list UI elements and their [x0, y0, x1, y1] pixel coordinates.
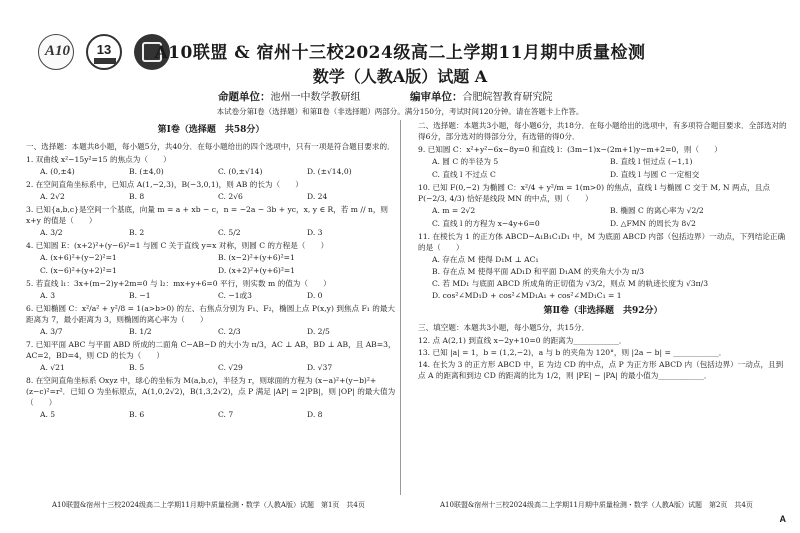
option: B. 存在点 M 使得平面 AD₁D 和平面 D₁AM 的夹角大小为 π/3 [432, 267, 645, 276]
option: D. 8 [307, 410, 323, 420]
option-row [432, 169, 788, 180]
exam-title: A10联盟 & 宿州十三校2024级高二上学期11月期中质量检测 [154, 43, 646, 63]
option: B. (x−2)²+(y+6)²=1 [218, 253, 295, 263]
suzhou-13-logo: 13 [86, 34, 122, 70]
option: D. 24 [307, 192, 328, 202]
option: C. −1或3 [218, 291, 252, 301]
option: C. 直线 l 不过点 C [432, 170, 496, 179]
option: C. √29 [218, 363, 243, 373]
section-intro: 一、选择题：本题共8小题，每小题5分，共40分．在每小题给出的四个选项中，只有一项是符合题目要求的． [26, 142, 395, 152]
option: C. 直线 l 的方程为 x−4y+6=0 [432, 219, 540, 228]
question: 8. 在空间直角坐标系 Oxyz 中，球心的坐标为 M(a,b,c)，半径为 r，则球面的方程为 (x−a)²+(y−b)²+(z−c)²=r²．已知 O 为坐标原点，A(1,0,2√2)，B(1,3,2√2)，点 P 满足 |AP| = 2|PB|，则 |OP| 的最大值为（ ） [26, 376, 396, 408]
option: D. 0 [307, 291, 323, 301]
option: D. (x+2)²+(y+6)²=1 [218, 266, 296, 276]
option: D. 3 [307, 228, 323, 238]
option-row [432, 218, 788, 229]
option: B. 6 [129, 410, 145, 420]
question: 7. 已知平面 ABC 与平面 ABD 所成的二面角 C−AB−D 的大小为 π/3，AC ⊥ AB，BD ⊥ AB，且 AB=3，AC=2，BD=4，则 CD 的长为（ ） [26, 340, 396, 361]
option: D. △FMN 的周长为 8√2 [610, 219, 696, 228]
question: 5. 若直线 l₁：3x+(m−2)y+2m=0 与 l₂：mx+y+6=0 平行，则实数 m 的值为（ ） [26, 279, 331, 289]
section-intro: 三、填空题：本题共3小题，每小题5分，共15分． [418, 323, 590, 333]
option: B. (±4,0) [129, 167, 164, 177]
fill-question: 14. 在长为 3 的正方形 ABCD 中，E 为边 CD 的中点，点 P 为正方形 ABCD 内（包括边界）一动点，且到点 A 的距离和到边 CD 的距离的比为 1/2，则 |PE| − |PA| 的最小值为____________． [418, 360, 784, 381]
option: B. 8 [129, 192, 145, 202]
section-title: 第Ⅰ卷（选择题 共58分） [157, 125, 265, 135]
proposer-line [218, 88, 361, 104]
option-row [40, 166, 396, 177]
option: C. 5/2 [218, 228, 241, 238]
option-row [432, 156, 788, 167]
question: 3. 已知{a,b,c}是空间一个基底，向量 m = a + xb − c，n = −2a − 3b + yc，x, y ∈ R，若 m // n，则 x+y 的值是（ ） [26, 205, 389, 226]
footer-right: A10联盟&宿州十三校2024级高二上学期11月期中质量检测・数学（人教A版）试题 第2页 共4页 [440, 501, 753, 509]
proposer-label: 命题单位： [218, 91, 271, 103]
question: 10. 已知 F(0,−2) 为椭圆 C：x²/4 + y²/m = 1(m>0) 的焦点，直线 l 与椭圆 C 交于 M, N 两点，且点 P(−2/3, 4/3) 恰好是线段 MN 的中点，则（ ） [418, 183, 770, 203]
option: A. 圆 C 的半径为 5 [432, 157, 499, 166]
option-row [40, 362, 396, 373]
question: 11. 在棱长为 1 的正方体 ABCD−A₁B₁C₁D₁ 中，M 为底面 ABCD 内部（包括边界）一动点，下列结论正确的是（ ） [418, 232, 786, 252]
exam-subtitle: 数学（人教A版）试题 A [312, 67, 488, 86]
option-row [40, 326, 396, 337]
proposer-value: 池州一中数学教研组 [270, 92, 361, 103]
column-divider [400, 120, 401, 495]
editor-label: 编审单位： [410, 91, 463, 103]
question: 1. 双曲线 x²−15y²=15 的焦点为（ ） [26, 155, 171, 165]
option: C. 2√6 [218, 192, 243, 202]
option-row [432, 205, 788, 216]
option: A. 2√2 [40, 192, 65, 202]
option: A. (x+6)²+(y−2)²=1 [40, 253, 117, 263]
option: A. m = 2√2 [432, 206, 476, 215]
question: 2. 在空间直角坐标系中，已知点 A(1,−2,3)，B(−3,0,1)，则 AB 的长为（ ） [26, 180, 303, 190]
option: D. 直线 l 与圆 C 一定相交 [610, 170, 700, 179]
option: C. (x−6)²+(y+2)²=1 [40, 266, 117, 276]
option-row [40, 191, 396, 202]
option: B. 直线 l 恒过点 (−1,1) [610, 157, 693, 166]
option: A. 3 [40, 291, 56, 301]
option: B. 5 [129, 363, 145, 373]
option: D. cos²∠MD₁D + cos²∠MD₁A₁ + cos²∠MD₁C₁ = 1 [432, 291, 622, 300]
question: 4. 已知圆 E：(x+2)²+(y−6)²=1 与圆 C 关于直线 y=x 对称，则圆 C 的方程是（ ） [26, 241, 329, 251]
option: A. (0,±4) [40, 167, 75, 177]
question: 6. 已知椭圆 C：x²/a² + y²/8 = 1(a>b>0) 的左、右焦点分别为 F₁、F₂，椭圆上点 P(x,y) 到焦点 F₁ 的最大距离为 7，最小距离为 3，则椭圆的离心率为（ ） [26, 304, 396, 325]
editor-value: 合肥皖智教育研究院 [462, 92, 553, 103]
option: A. 存在点 M 使得 D₁M ⊥ AC₁ [432, 255, 539, 264]
right-column [418, 120, 788, 382]
option: D. √37 [307, 363, 333, 373]
option: C. 若 MD₁ 与底面 ABCD 所成角的正切值为 √3/2，则点 M 的轨迹长度为 √3π/3 [432, 279, 709, 288]
option: A. √21 [40, 363, 65, 373]
option: B. 2 [129, 228, 145, 238]
option: B. 椭圆 C 的离心率为 √2/2 [610, 206, 704, 215]
corner-mark: A [779, 514, 786, 524]
option: B. 1/2 [129, 327, 152, 337]
option: A. 5 [40, 410, 56, 420]
option: C. 2/3 [218, 327, 241, 337]
option: B. −1 [129, 291, 151, 301]
footer-left: A10联盟&宿州十三校2024级高二上学期11月期中质量检测・数学（人教A版）试题 第1页 共4页 [52, 501, 365, 509]
option: D. 2/5 [307, 327, 330, 337]
option-row [40, 290, 396, 301]
fill-question: 13. 已知 |a| = 1，b = (1,2,−2)，a 与 b 的夹角为 120°，则 |2a − b| = ____________． [418, 348, 727, 358]
section-title: 第Ⅱ卷（非选择题 共92分） [543, 306, 663, 316]
editor-line [410, 88, 553, 104]
exam-note: 本试卷分第Ⅰ卷（选择题）和第Ⅱ卷（非选择题）两部分。满分150分，考试时间120分钟。请在答题卡上作答。 [216, 107, 584, 116]
fill-question: 12. 点 A(2,1) 到直线 x−2y+10=0 的距离为____________． [418, 336, 627, 346]
option: D. (±√14,0) [307, 167, 352, 177]
option: C. 7 [218, 410, 234, 420]
option-row [40, 252, 396, 263]
a10-alliance-logo: A10 [38, 34, 74, 70]
option-row [40, 265, 396, 276]
question: 9. 已知圆 C：x²+y²−6x−8y=0 和直线 l：(3m−1)x−(2m+1)y−m+2=0，则（ ） [418, 145, 722, 154]
section-intro: 二、选择题：本题共3小题，每小题6分，共18分．在每小题给出的选项中，有多项符合题目要求．全部选对的得6分，部分选对的得部分分，有选错的得0分． [418, 121, 787, 141]
option-row [40, 227, 396, 238]
option: A. 3/2 [40, 228, 63, 238]
option: C. (0,±√14) [218, 167, 263, 177]
option-row [40, 409, 396, 420]
left-column [26, 120, 396, 422]
option: A. 3/7 [40, 327, 63, 337]
